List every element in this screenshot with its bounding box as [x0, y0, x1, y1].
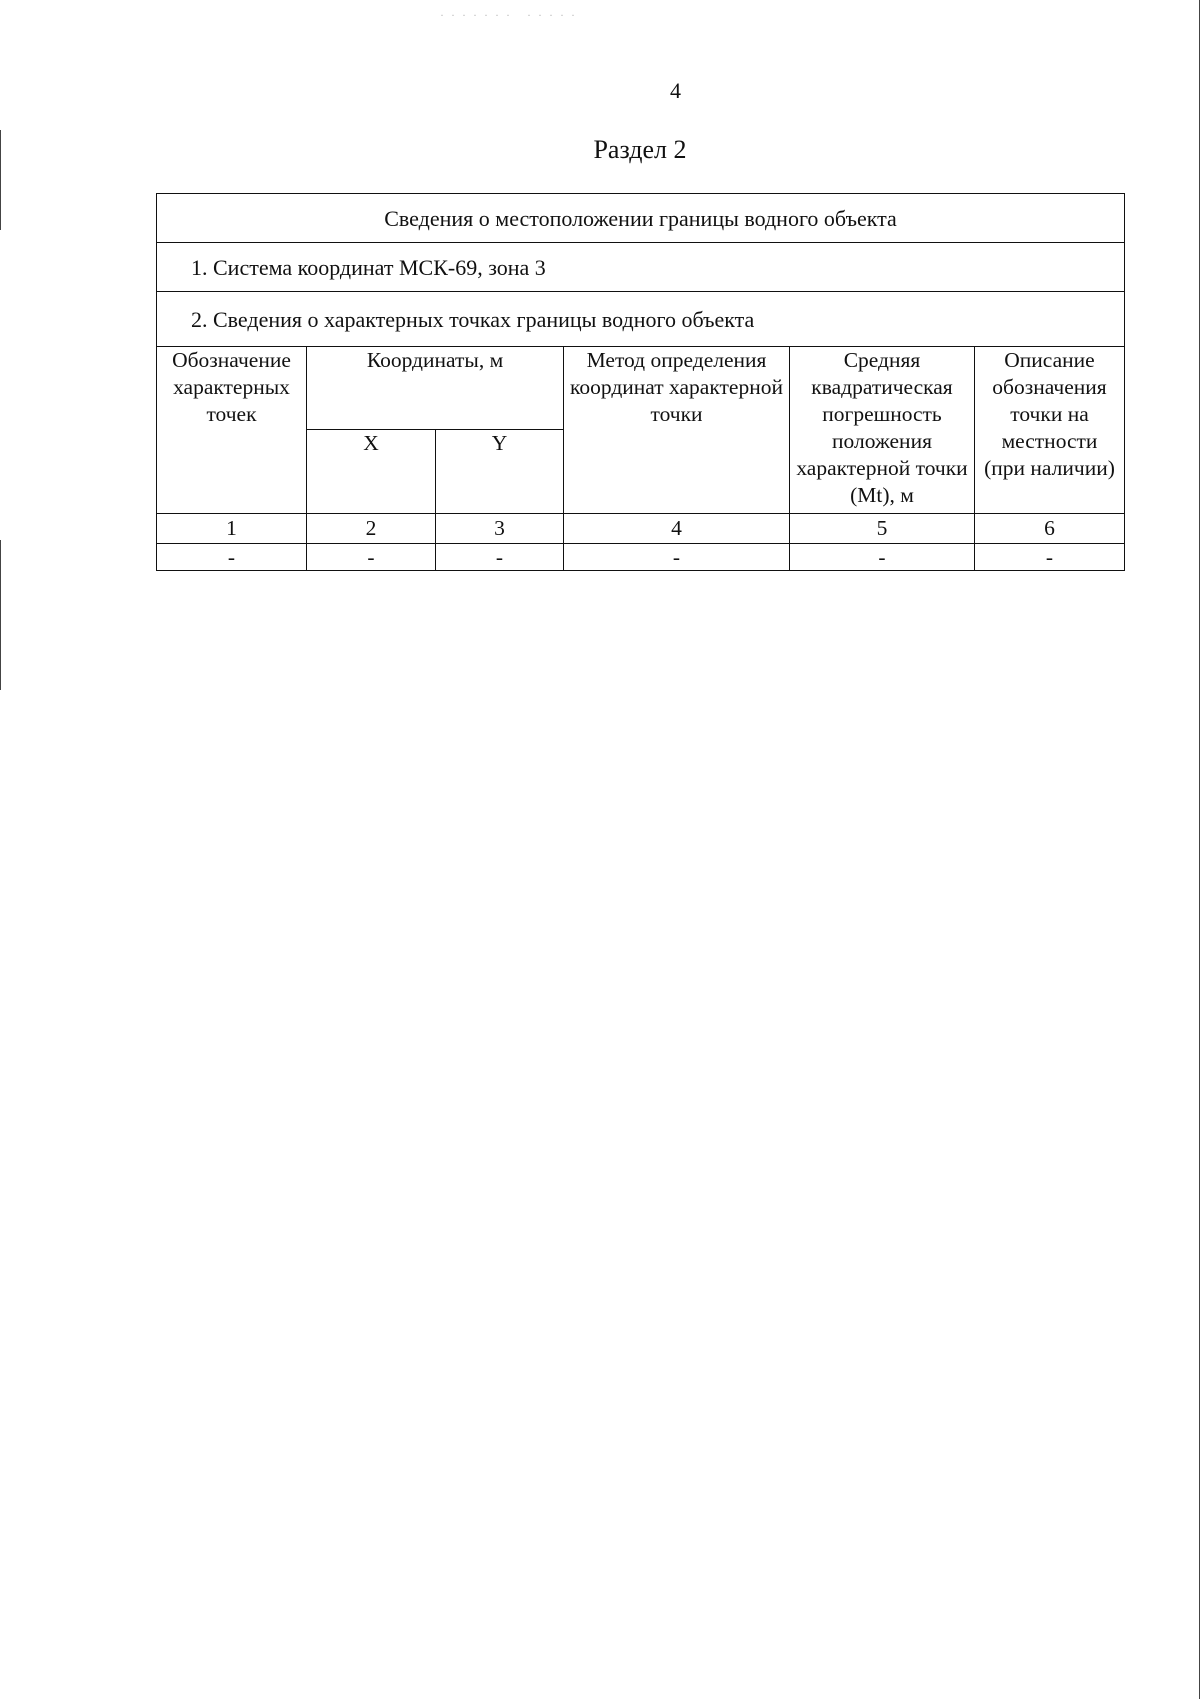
column-number: 4: [564, 514, 790, 544]
table-row: [157, 544, 1125, 571]
table-cell: -: [307, 544, 436, 571]
section-title: Раздел 2: [593, 135, 687, 164]
column-number: 3: [436, 514, 564, 544]
column-header-description: Описание обозначения точки на местности (при наличии): [975, 347, 1125, 514]
coordinate-system: 1. Система координат МСК-69, зона 3: [157, 243, 1125, 292]
column-number: 2: [307, 514, 436, 544]
table-cell: -: [564, 544, 790, 571]
column-header-y: Y: [436, 430, 564, 514]
scan-noise: · · · · · · · · · · · ·: [440, 8, 577, 22]
table-cell: -: [975, 544, 1125, 571]
table-cell: -: [790, 544, 975, 571]
column-number: 1: [157, 514, 307, 544]
table-cell: -: [157, 544, 307, 571]
page-number: 4: [670, 78, 681, 103]
points-heading: 2. Сведения о характерных точках границы водного объекта: [157, 292, 1125, 347]
table-cell: -: [436, 544, 564, 571]
column-header-error: Средняя квадратическая погрешность положения характерной точки (Mt), м: [790, 347, 975, 514]
column-number: 5: [790, 514, 975, 544]
table-heading: Сведения о местоположении границы водного объекта: [157, 194, 1125, 243]
scan-edge-left-mid: [0, 540, 1, 690]
water-boundary-table: [156, 193, 1125, 571]
column-header-coordinates: Координаты, м: [307, 347, 564, 430]
column-header-method: Метод определения координат характерной точки: [564, 347, 790, 514]
column-number: 6: [975, 514, 1125, 544]
column-header-designation: Обозначение характерных точек: [157, 347, 307, 514]
column-numbers-row: [157, 514, 1125, 544]
column-header-x: X: [307, 430, 436, 514]
